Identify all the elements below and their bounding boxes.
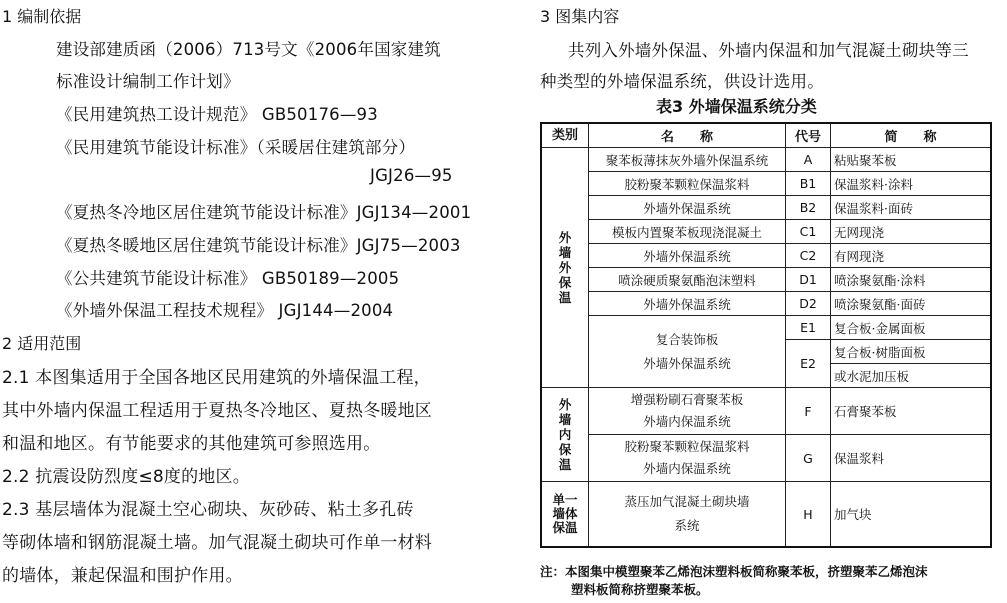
section-2-heading: 2 适用范围 — [2, 334, 82, 353]
table-row — [541, 244, 991, 268]
code-e2: E2 — [786, 340, 831, 388]
category-exterior-inner: 外墙内保温 — [541, 388, 589, 482]
name-b1: 胶粉聚苯颗粒保温浆料 — [589, 172, 786, 196]
ref-line-5: JGJ26—95 — [370, 166, 453, 185]
header-category: 类别 — [541, 123, 589, 148]
section-3-heading: 3 图集内容 — [540, 7, 620, 26]
table-header-row — [541, 123, 991, 148]
table-row — [541, 482, 991, 548]
short-a: 粘贴聚苯板 — [831, 148, 992, 172]
name-c1: 模板内置聚苯板现浇混凝土 — [589, 220, 786, 244]
name-g-line2: 外墙内保温系统 — [643, 461, 731, 476]
header-name: 名 称 — [589, 123, 786, 148]
intro-line-1: 共列入外墙外保温、外墙内保温和加气混凝土砌块等三 — [568, 41, 969, 60]
scope-line-6: 等砌体墙和钢筋混凝土墙。加气混凝土砌块可作单一材料 — [2, 533, 432, 553]
short-b2: 保温浆料·面砖 — [831, 196, 992, 220]
short-c1: 无网现浇 — [831, 220, 992, 244]
code-b2: B2 — [786, 196, 831, 220]
note-line-2: 塑料板简称挤塑聚苯板。 — [571, 582, 709, 597]
classification-table — [540, 122, 992, 548]
section-1-heading: 1 编制依据 — [2, 7, 82, 26]
header-short-name: 简 称 — [831, 123, 992, 148]
short-f: 石膏聚苯板 — [831, 388, 992, 435]
short-e2-line2: 或水泥加压板 — [831, 364, 992, 388]
name-g-line1: 胶粉聚苯颗粒保温浆料 — [624, 439, 750, 454]
table-note — [540, 563, 928, 599]
name-h — [589, 482, 786, 548]
name-a: 聚苯板薄抹灰外墙外保温系统 — [589, 148, 786, 172]
short-e2-line1: 复合板·树脂面板 — [831, 340, 992, 364]
table-title: 表3 外墙保温系统分类 — [656, 97, 817, 116]
short-e1: 复合板·金属面板 — [831, 316, 992, 340]
code-d1: D1 — [786, 268, 831, 292]
name-d2: 外墙外保温系统 — [589, 292, 786, 316]
code-d2: D2 — [786, 292, 831, 316]
scope-line-7: 的墙体，兼起保温和围护作用。 — [2, 566, 243, 586]
scope-line-3: 和温和地区。有节能要求的其他建筑可参照选用。 — [2, 434, 381, 454]
name-d1: 喷涂硬质聚氨酯泡沫塑料 — [589, 268, 786, 292]
code-c1: C1 — [786, 220, 831, 244]
ref-line-6: 《夏热冬冷地区居住建筑节能设计标准》JGJ134—2001 — [56, 203, 472, 222]
code-h: H — [786, 482, 831, 548]
code-f: F — [786, 388, 831, 435]
table-row — [541, 435, 991, 482]
name-e-line2: 外墙外保温系统 — [643, 355, 731, 371]
ref-line-9: 《外墙外保温工程技术规程》 JGJ144—2004 — [56, 301, 394, 320]
scope-line-5: 2.3 基层墙体为混凝土空心砌块、灰砂砖、粘土多孔砖 — [2, 500, 414, 520]
table-row — [541, 148, 991, 172]
name-f-line2: 外墙内保温系统 — [643, 414, 731, 429]
note-line-1: 注：本图集中模塑聚苯乙烯泡沫塑料板简称聚苯板，挤塑聚苯乙烯泡沫 — [540, 564, 928, 579]
table-row — [541, 316, 991, 340]
ref-line-8: 《公共建筑节能设计标准》 GB50189—2005 — [56, 269, 400, 288]
ref-line-1: 建设部建质函（2006）713号文《2006年国家建筑 — [56, 40, 441, 59]
name-e — [589, 316, 786, 388]
name-e-line1: 复合装饰板 — [655, 331, 719, 347]
intro-line-2: 种类型的外墙保温系统，供设计选用。 — [540, 72, 824, 91]
scope-line-4: 2.2 抗震设防烈度≤8度的地区。 — [2, 467, 250, 487]
code-c2: C2 — [786, 244, 831, 268]
name-h-line2: 系统 — [674, 518, 700, 533]
name-c2: 外墙外保温系统 — [589, 244, 786, 268]
short-b1: 保温浆料·涂料 — [831, 172, 992, 196]
short-h: 加气块 — [831, 482, 992, 548]
short-c2: 有网现浇 — [831, 244, 992, 268]
short-d1: 喷涂聚氨酯·涂料 — [831, 268, 992, 292]
code-e1: E1 — [786, 316, 831, 340]
ref-line-4: 《民用建筑节能设计标准》（采暖居住建筑部分） — [56, 138, 416, 157]
name-h-line1: 蒸压加气混凝土砌块墙 — [624, 494, 750, 509]
table-row — [541, 388, 991, 435]
short-g: 保温浆料 — [831, 435, 992, 482]
name-b2: 外墙外保温系统 — [589, 196, 786, 220]
scope-line-2: 其中外墙内保温工程适用于夏热冬冷地区、夏热冬暖地区 — [2, 401, 432, 421]
short-d2: 喷涂聚氨酯·面砖 — [831, 292, 992, 316]
scope-line-1: 2.1 本图集适用于全国各地区民用建筑的外墙保温工程， — [2, 368, 431, 388]
table-row — [541, 268, 991, 292]
code-a: A — [786, 148, 831, 172]
table-row — [541, 220, 991, 244]
category-single-wall: 单一墙体保温 — [541, 482, 589, 548]
ref-line-3: 《民用建筑热工设计规范》 GB50176—93 — [56, 105, 378, 124]
code-g: G — [786, 435, 831, 482]
name-g — [589, 435, 786, 482]
name-f — [589, 388, 786, 435]
table-row — [541, 172, 991, 196]
category-exterior-outer: 外墙外保温 — [541, 148, 589, 388]
name-f-line1: 增强粉刷石膏聚苯板 — [630, 392, 744, 407]
table-row — [541, 292, 991, 316]
ref-line-7: 《夏热冬暖地区居住建筑节能设计标准》JGJ75—2003 — [56, 236, 461, 255]
code-b1: B1 — [786, 172, 831, 196]
ref-line-2: 标准设计编制工作计划》 — [56, 72, 240, 91]
table-row — [541, 196, 991, 220]
header-code: 代号 — [786, 123, 831, 148]
